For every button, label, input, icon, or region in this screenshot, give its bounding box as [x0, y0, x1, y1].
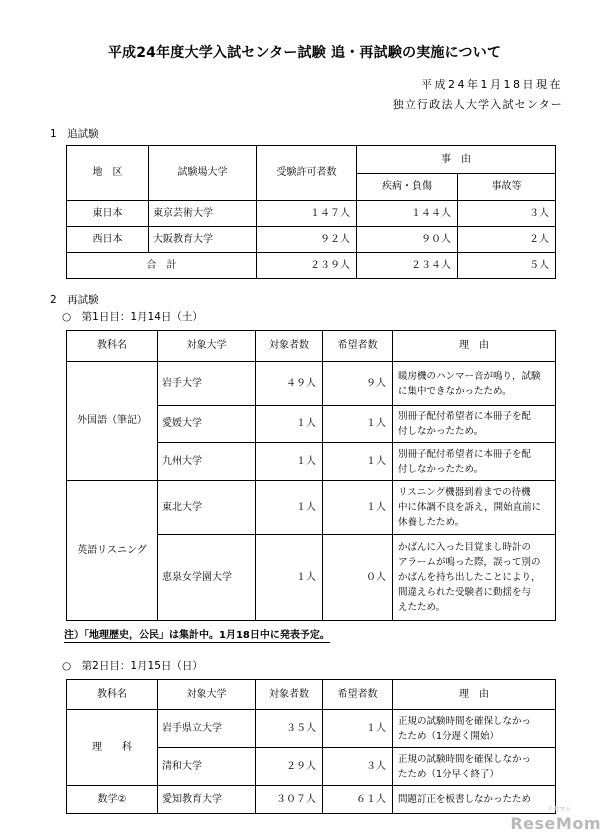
header-reason: 理 由 — [393, 680, 556, 710]
header-subject: 教科名 — [67, 331, 158, 362]
header-permitted: 受験許可者数 — [257, 146, 357, 201]
makeup-exam-table — [66, 145, 556, 279]
university-cell: 九州大学 — [158, 443, 256, 481]
accident-cell: ３人 — [458, 201, 556, 227]
target-cell: １人 — [256, 535, 323, 621]
header-university: 対象大学 — [158, 331, 256, 362]
reason-line: 問題訂正を板書しなかったため — [398, 794, 532, 805]
reason-cell — [393, 362, 556, 406]
target-cell: ３５人 — [256, 710, 323, 748]
reason-cell — [393, 406, 556, 443]
section2-heading: 2 再試験 — [50, 294, 99, 306]
applicants-cell: ３人 — [323, 748, 393, 786]
table-row — [67, 362, 556, 406]
venue-cell: 東京芸術大学 — [149, 201, 257, 227]
total-accident: ５人 — [458, 253, 556, 279]
reason-line: たため（1分遅く開始） — [398, 730, 500, 742]
table-row — [67, 201, 556, 227]
reason-line: 別冊子配付希望者に本冊子を配 — [398, 411, 532, 422]
reason-line: 付しなかったため。 — [398, 463, 484, 475]
university-cell: 恵泉女学園大学 — [158, 535, 256, 621]
region-cell: 西日本 — [67, 227, 149, 253]
header-venue: 試験場大学 — [149, 146, 257, 201]
date-line: 平成24年1月18日現在 — [421, 78, 563, 91]
reason-line: かばんに入った目覚まし時計の — [398, 542, 532, 553]
header-target: 対象者数 — [256, 680, 323, 710]
aggregation-note: 注）「地理歴史，公民」は集計中。1月18日中に発表予定。 — [64, 626, 330, 643]
reason-cell — [393, 481, 556, 535]
day1-retest-table — [66, 330, 556, 621]
applicants-cell: ６１人 — [323, 786, 393, 814]
applicants-cell: １人 — [323, 443, 393, 481]
illness-cell: ９０人 — [357, 227, 458, 253]
table-row — [67, 227, 556, 253]
applicants-cell: １人 — [323, 710, 393, 748]
page-title: 平成24年度大学入試センター試験 追・再試験の実施について — [107, 45, 502, 61]
target-cell: １人 — [256, 443, 323, 481]
subject-cell: 数学② — [67, 786, 158, 814]
table-row — [67, 481, 556, 535]
header-reason: 事 由 — [357, 146, 556, 174]
header-university: 対象大学 — [158, 680, 256, 710]
university-cell: 東北大学 — [158, 481, 256, 535]
header-accident: 事故等 — [458, 174, 556, 201]
header-applicants: 希望者数 — [323, 331, 393, 362]
header-region: 地 区 — [67, 146, 149, 201]
target-cell: １人 — [256, 481, 323, 535]
reason-cell — [393, 786, 556, 814]
applicants-cell: １人 — [323, 406, 393, 443]
university-cell: 愛知教育大学 — [158, 786, 256, 814]
accident-cell: ２人 — [458, 227, 556, 253]
reason-line: 正規の試験時間を確保しなかっ — [398, 753, 532, 765]
permitted-cell: ９２人 — [257, 227, 357, 253]
reason-line: 中に体調不良を訴え，開始直前に — [398, 502, 542, 513]
resemom-watermark-logo — [510, 806, 601, 833]
applicants-cell: １人 — [323, 481, 393, 535]
total-illness: ２３４人 — [357, 253, 458, 279]
university-cell: 岩手大学 — [158, 362, 256, 406]
header-reason: 理 由 — [393, 331, 556, 362]
day2-retest-table — [66, 679, 556, 814]
header-illness: 疾病・負傷 — [357, 174, 458, 201]
reason-line: アラームが鳴った際，誤って別の — [398, 557, 541, 568]
reason-line: 暖房機のハンマー音が鳴り，試験 — [398, 370, 541, 382]
applicants-cell: ０人 — [323, 535, 393, 621]
target-cell: １人 — [256, 406, 323, 443]
reason-line: 付しなかったため。 — [398, 426, 484, 437]
target-cell: ３０７人 — [256, 786, 323, 814]
total-label: 合 計 — [67, 253, 257, 279]
subject-cell: 理 科 — [67, 710, 158, 786]
reason-line: たため（1分早く終了） — [398, 768, 500, 780]
university-cell: 清和大学 — [158, 748, 256, 786]
region-cell: 東日本 — [67, 201, 149, 227]
reason-line: 休養したため。 — [398, 517, 465, 528]
watermark-brand: ReseMom — [510, 814, 601, 833]
header-applicants: 希望者数 — [323, 680, 393, 710]
applicants-cell: ９人 — [323, 362, 393, 406]
header-subject: 教科名 — [67, 680, 158, 710]
reason-line: かばんを持ち出したことにより， — [398, 572, 541, 583]
header-target: 対象者数 — [256, 331, 323, 362]
watermark-tagline: リセマム — [547, 806, 571, 813]
table-row — [67, 710, 556, 748]
university-cell: 岩手県立大学 — [158, 710, 256, 748]
target-cell: ２９人 — [256, 748, 323, 786]
reason-line: 正規の試験時間を確保しなかっ — [398, 715, 532, 727]
total-row — [67, 253, 556, 279]
section1-heading: 1 追試験 — [50, 128, 99, 140]
reason-cell — [393, 443, 556, 481]
table-row — [67, 786, 556, 814]
day1-heading: ○ 第1日目：1月14日（土） — [62, 311, 203, 323]
illness-cell: １４４人 — [357, 201, 458, 227]
subject-cell: 外国語（筆記） — [67, 362, 158, 481]
reason-line: えたため。 — [398, 602, 446, 613]
reason-cell — [393, 710, 556, 748]
reason-line: リスニング機器到着までの待機 — [398, 487, 531, 498]
reason-cell — [393, 535, 556, 621]
reason-line: 別冊子配付希望者に本冊子を配 — [398, 448, 532, 460]
reason-cell — [393, 748, 556, 786]
total-permitted: ２３９人 — [257, 253, 357, 279]
subject-cell: 英語リスニング — [67, 481, 158, 621]
organization-line: 独立行政法人大学入試センター — [392, 98, 563, 111]
target-cell: ４９人 — [256, 362, 323, 406]
reason-line: 間違えられた受験者に動揺を与 — [398, 587, 532, 598]
venue-cell: 大阪教育大学 — [149, 227, 257, 253]
permitted-cell: １４７人 — [257, 201, 357, 227]
university-cell: 愛媛大学 — [158, 406, 256, 443]
day2-heading: ○ 第2日目：1月15日（日） — [62, 660, 203, 672]
reason-line: に集中できなかったため。 — [398, 385, 512, 397]
